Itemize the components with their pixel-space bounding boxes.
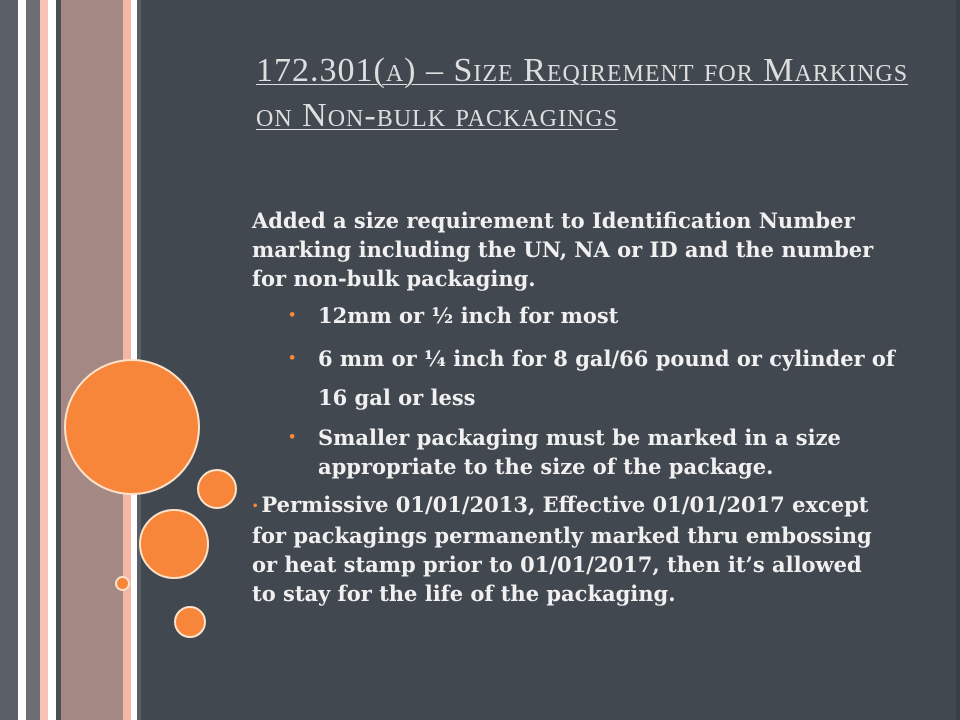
intro-paragraph: Added a size requirement to Identification Number marking including the UN, NA or ID and the number for non-bulk packaging. <box>252 208 874 291</box>
decor-circle-large <box>64 359 200 495</box>
bullet-dot-icon: • <box>288 430 297 445</box>
bullet-text: Smaller packaging must be marked in a size appropriate to the size of the package. <box>318 425 841 479</box>
bullet-dot-icon: • <box>288 351 297 366</box>
bullet-dot-icon: • <box>252 501 259 512</box>
decor-stripe <box>18 0 26 720</box>
effective-text: Permissive 01/01/2013, Effective 01/01/2017 except for packagings permanently marked thru embossing or heat stamp prior to 01/01/2017, then it’s allowed to stay for the life of the packaging. <box>252 492 872 606</box>
slide-title: 172.301(a) – Size Reqirement for Markings on Non-bulk packagings <box>256 52 909 134</box>
bullet-text: 6 mm or ¼ inch for 8 gal/66 pound or cylinder of 16 gal or less <box>318 346 895 410</box>
decor-stripe <box>26 0 40 720</box>
decor-stripe <box>61 0 123 720</box>
bullet-list <box>252 301 912 481</box>
decor-circle-small-2 <box>174 606 206 638</box>
decor-stripe <box>0 0 18 720</box>
bullet-text: 12mm or ½ inch for most <box>318 303 619 328</box>
decor-circle-medium <box>197 469 237 509</box>
decor-circle-medium-large <box>139 509 209 579</box>
bullet-item <box>252 339 903 417</box>
decor-stripe <box>48 0 56 720</box>
bullet-item <box>252 301 903 330</box>
decor-stripe <box>40 0 48 720</box>
effective-paragraph <box>252 490 882 608</box>
bullet-dot-icon: • <box>288 308 297 323</box>
decor-circle-small <box>115 576 130 591</box>
decor-right-edge <box>956 0 960 720</box>
bullet-item <box>252 423 903 481</box>
slide-body <box>252 206 912 608</box>
